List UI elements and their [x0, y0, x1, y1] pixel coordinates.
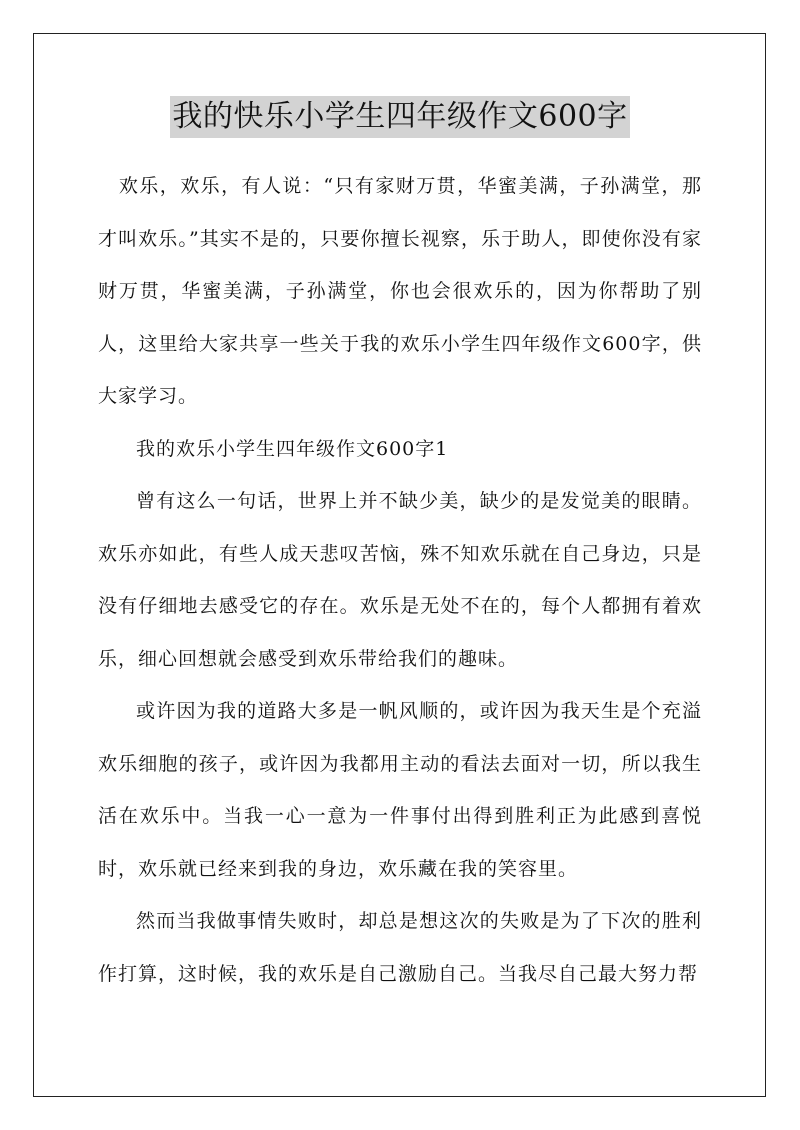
paragraph: 然而当我做事情失败时，却总是想这次的失败是为了下次的胜利作打算，这时候，我的欢乐是自己激励自己。当我尽自己最大努力帮	[98, 910, 702, 985]
title-container	[0, 96, 800, 138]
paragraph: 曾有这么一句话，世界上并不缺少美，缺少的是发觉美的眼睛。欢乐亦如此，有些人成天悲叹苦恼，殊不知欢乐就在自己身边，只是没有仔细地去感受它的存在。欢乐是无处不在的，每个人都拥有着欢乐，细心回想就会感受到欢乐带给我们的趣味。	[98, 490, 702, 670]
paragraph: 或许因为我的道路大多是一帆风顺的，或许因为我天生是个充溢欢乐细胞的孩子，或许因为我都用主动的看法去面对一切，所以我生活在欢乐中。当我一心一意为一件事付出得到胜利正为此感到喜悦时，欢乐就已经来到我的身边，欢乐藏在我的笑容里。	[98, 700, 702, 880]
section-heading: 我的欢乐小学生四年级作文600字1	[136, 437, 449, 460]
paragraph-intro: 欢乐，欢乐，有人说：“只有家财万贯，华蜜美满，子孙满堂，那才叫欢乐。”其实不是的，只要你擅长视察，乐于助人，即使你没有家财万贯，华蜜美满，子孙满堂，你也会很欢乐的，因为你帮助了别人，这里给大家共享一些关于我的欢乐小学生四年级作文600字，供大家学习。	[98, 175, 702, 407]
document-title: 我的快乐小学生四年级作文600字	[170, 96, 629, 138]
document-body	[98, 160, 702, 1000]
